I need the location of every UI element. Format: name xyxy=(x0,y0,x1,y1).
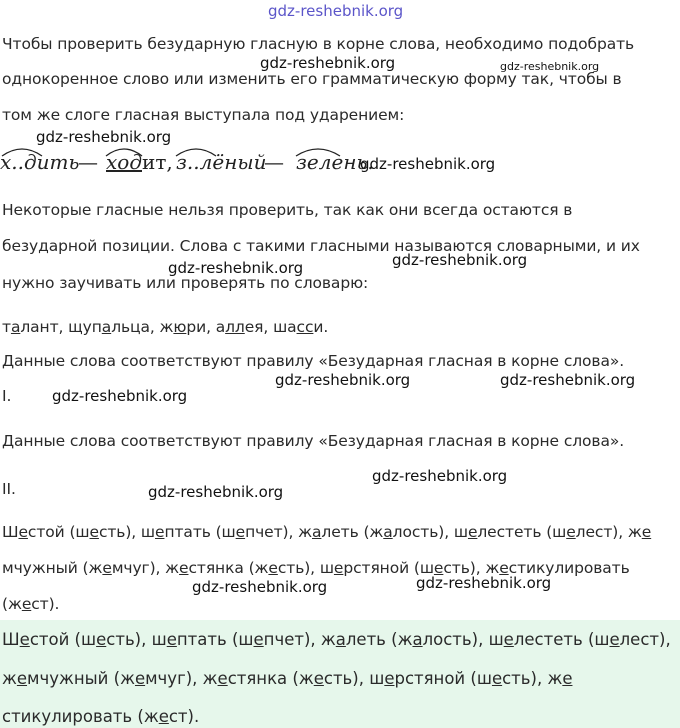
stressed-vowel: е xyxy=(491,669,503,688)
text-segment: рстяной (ш xyxy=(343,559,434,577)
text-segment: стянка (ж xyxy=(227,669,314,688)
text-segment: птать (ш xyxy=(176,630,254,649)
answer-line-2 xyxy=(2,669,572,688)
watermark-top: gdz-reshebnik.org xyxy=(268,2,404,20)
text-segment: лестеть (ш xyxy=(513,630,610,649)
text-segment: стикулировать xyxy=(508,559,630,577)
text-segment: сть), ж xyxy=(502,669,563,688)
stressed-vowel: е xyxy=(16,669,28,688)
example-word-hodit xyxy=(106,150,173,174)
text-segment: рстяной (ш xyxy=(394,669,492,688)
watermark: gdz-reshebnik.org xyxy=(36,128,172,146)
stressed-vowel: е xyxy=(333,559,344,577)
watermark: gdz-reshebnik.org xyxy=(392,251,528,269)
ending: ит, xyxy=(142,150,173,174)
stressed-vowel: е xyxy=(134,669,146,688)
stressed-vowel: е xyxy=(253,630,264,649)
watermark: gdz-reshebnik.org xyxy=(416,574,552,592)
answer-line-1 xyxy=(2,630,671,649)
stressed-vowel: а xyxy=(383,523,393,541)
intro-line-2: однокоренное слово или изменить его грамматическую форму так, чтобы в xyxy=(2,70,622,88)
stressed-vowel: е xyxy=(217,669,228,688)
stressed-vowel: е xyxy=(467,523,478,541)
stressed-vowel: е xyxy=(566,523,576,541)
text-segment: лость), ш xyxy=(392,523,468,541)
stressed-vowel: е xyxy=(155,523,165,541)
stressed-vowel: е xyxy=(503,630,514,649)
stressed-vowel: е xyxy=(499,559,509,577)
text-segment: стянка (ж xyxy=(188,559,269,577)
text-segment: птать (ш xyxy=(164,523,236,541)
text-segment: стой (ш xyxy=(29,630,97,649)
root: зел xyxy=(296,150,332,174)
text-segment: мчужный (ж xyxy=(27,669,135,688)
stressed-vowel: е xyxy=(96,630,107,649)
text-segment: ж xyxy=(2,669,17,688)
text-segment: сть), ш xyxy=(106,630,167,649)
answer-line-3 xyxy=(2,707,199,726)
stressed-vowel: а xyxy=(412,630,423,649)
rule-statement-2: Данные слова соответствуют правилу «Безударная гласная в корне слова». xyxy=(2,432,625,450)
watermark: gdz-reshebnik.org xyxy=(360,155,496,173)
text-segment: сть), ш xyxy=(323,669,385,688)
dictionary-words: талант, щупальца, жюри, аллея, шасси. xyxy=(2,318,329,336)
text-segment: мчуг), ж xyxy=(111,559,180,577)
stressed-vowel: е xyxy=(562,669,573,688)
text-segment: лест), xyxy=(619,630,671,649)
watermark: gdz-reshebnik.org xyxy=(372,467,508,485)
dict-intro-line-3: нужно заучивать или проверять по словарю: xyxy=(2,274,369,292)
text-segment: ст). xyxy=(168,707,200,726)
watermark: gdz-reshebnik.org xyxy=(500,60,600,73)
stressed-vowel: е xyxy=(19,630,30,649)
stressed-vowel: е xyxy=(313,669,324,688)
text-segment: ст). xyxy=(31,595,60,613)
text-segment: мчуг), ж xyxy=(145,669,218,688)
stressed-vowel: е xyxy=(433,559,444,577)
stressed-vowel: е xyxy=(102,559,112,577)
text-segment: лость), ш xyxy=(422,630,504,649)
dash: — xyxy=(264,150,284,174)
rule-statement-1: Данные слова соответствуют правилу «Безударная гласная в корне слова». xyxy=(2,352,625,370)
text-segment: сть), ш xyxy=(98,523,156,541)
stressed-vowel: а xyxy=(312,523,322,541)
text-segment: пчет), ж xyxy=(263,630,336,649)
text-segment: стой (ш xyxy=(27,523,90,541)
stressed-vowel: е xyxy=(641,523,652,541)
text-segment: лест), ж xyxy=(575,523,642,541)
stressed-vowel: е xyxy=(384,669,395,688)
text-segment: пчет), ж xyxy=(245,523,312,541)
text-segment: леть (ж xyxy=(321,523,384,541)
stressed-vowel: а xyxy=(335,630,346,649)
text-segment: стикулировать (ж xyxy=(2,707,159,726)
example-word-zelenyi-gap: з..лёный xyxy=(176,150,267,174)
roman-numeral-1: I. xyxy=(2,387,12,405)
dict-intro-line-1: Некоторые гласные нельзя проверить, так как они всегда остаются в xyxy=(2,201,573,219)
text-segment: лестеть (ш xyxy=(477,523,567,541)
stressed-vowel: е xyxy=(89,523,99,541)
watermark: gdz-reshebnik.org xyxy=(260,54,396,72)
stressed-vowel: е xyxy=(18,523,28,541)
text-segment: Ш xyxy=(2,523,19,541)
stressed-vowel: е xyxy=(235,523,246,541)
stressed-vowel: е xyxy=(158,707,169,726)
dash: — xyxy=(78,150,98,174)
intro-line-3: том же слоге гласная выступала под ударением: xyxy=(2,106,405,124)
watermark: gdz-reshebnik.org xyxy=(168,259,304,277)
stressed-vowel: е xyxy=(179,559,189,577)
text-segment: сть), ж xyxy=(443,559,500,577)
ending: ень. xyxy=(331,150,374,174)
watermark: gdz-reshebnik.org xyxy=(192,578,328,596)
watermark: gdz-reshebnik.org xyxy=(275,371,411,389)
root: ход xyxy=(106,150,142,174)
text-segment: леть (ж xyxy=(345,630,413,649)
stressed-vowel: е xyxy=(268,559,278,577)
text-segment: Ш xyxy=(2,630,20,649)
stressed-vowel: е xyxy=(609,630,620,649)
text-segment: (ж xyxy=(2,595,22,613)
example-line-1 xyxy=(2,523,651,541)
roman-numeral-2: II. xyxy=(2,480,16,498)
text-segment: сть), ш xyxy=(277,559,334,577)
watermark: gdz-reshebnik.org xyxy=(148,483,284,501)
watermark: gdz-reshebnik.org xyxy=(52,387,188,405)
example-line-3 xyxy=(2,595,59,613)
text-segment: мчужный (ж xyxy=(2,559,103,577)
stressed-vowel: е xyxy=(21,595,32,613)
stressed-vowel: е xyxy=(166,630,177,649)
intro-line-1: Чтобы проверить безударную гласную в корне слова, необходимо подобрать xyxy=(2,35,635,53)
dict-intro-line-2: безударной позиции. Слова с такими гласными называются словарными, и их xyxy=(2,237,640,255)
watermark: gdz-reshebnik.org xyxy=(500,371,636,389)
example-word-hodit-gap: х..дить xyxy=(0,150,80,174)
